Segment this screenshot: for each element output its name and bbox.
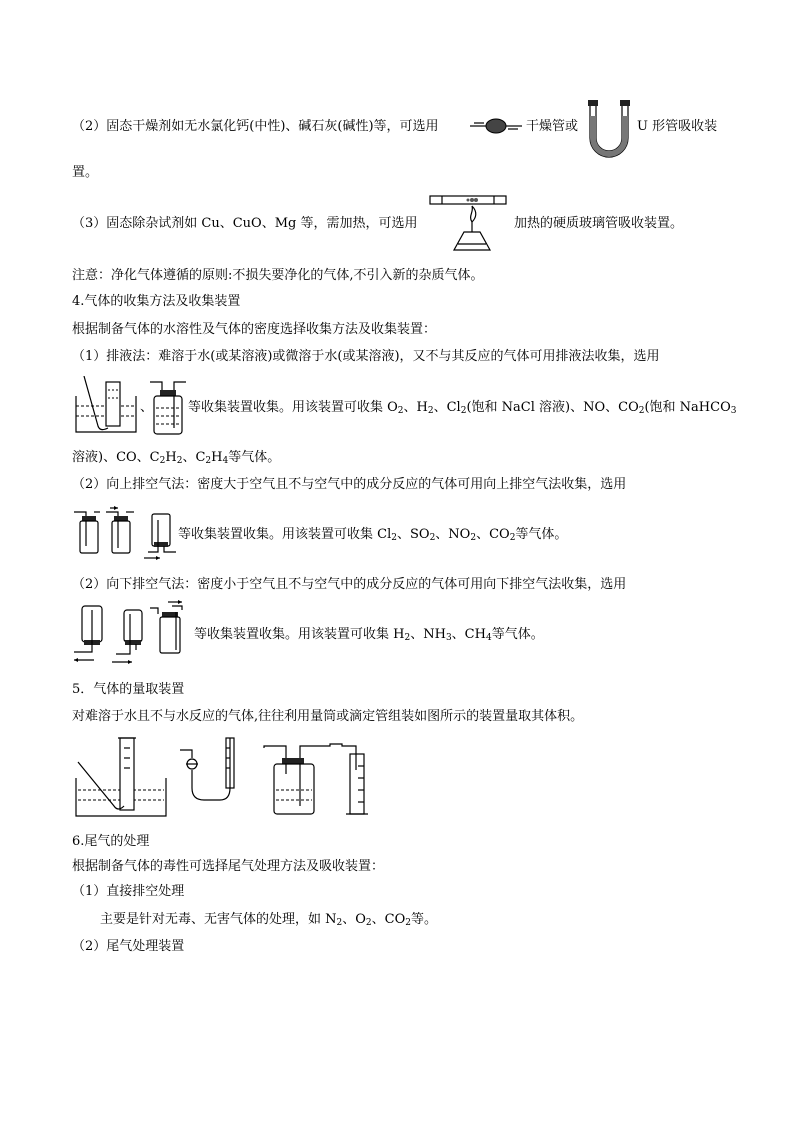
- c2-b-sub3: 2: [470, 533, 477, 543]
- s2-line-d: [72, 163, 98, 183]
- gas-measurement-figure: [74, 734, 378, 824]
- section-4-intro: [72, 320, 436, 340]
- c2-b-sub4: 2: [509, 533, 516, 543]
- section-4-heading: [72, 292, 240, 312]
- c1-c-m2: 、C: [182, 450, 206, 465]
- heated-tube-figure: [428, 192, 508, 260]
- s3-text-b: 加热的硬质玻璃管吸收装置。: [514, 216, 684, 231]
- c2-b-pre: 等收集装置收集。用该装置可收集 Cl: [178, 527, 392, 542]
- upward-air-figure: [72, 502, 178, 566]
- s2-text-d: 置。: [72, 165, 99, 180]
- c1-line-b: [188, 398, 736, 418]
- t1b-m1: 、O: [342, 912, 366, 927]
- c2-b-sub2: 2: [429, 533, 436, 543]
- c1-c-sub4: 4: [222, 456, 229, 466]
- trough-collection-figure: [74, 376, 138, 440]
- section-6-heading: [72, 832, 149, 852]
- section-5-heading: [72, 680, 184, 700]
- c2-b-sub1: 2: [391, 533, 397, 543]
- c1-b-m2: 、Cl: [433, 400, 461, 415]
- section-4-heading-text: 4.气体的收集方法及收集装置: [72, 294, 241, 309]
- s3-line-b: [514, 214, 683, 234]
- drying-tube-figure: [470, 116, 522, 140]
- section-6-heading-text: 6.尾气的处理: [72, 834, 150, 849]
- section-5-heading-text: 5．气体的量取装置: [72, 682, 185, 697]
- c1-b-sub5: 3: [730, 406, 737, 416]
- c1-b-sub2: 2: [427, 406, 434, 416]
- t1b-sub1: 2: [336, 918, 343, 928]
- downward-air-figure: [72, 600, 196, 672]
- c3-b-sub2: 3: [445, 633, 452, 643]
- c3-b-sub3: 4: [485, 633, 492, 643]
- t1b-post: 等。: [411, 912, 438, 927]
- note-line: [72, 266, 484, 286]
- c1-b-sub4: 2: [638, 406, 645, 416]
- c2-line-a: [72, 475, 626, 495]
- c2-b-m1: 、SO: [396, 527, 430, 542]
- c1-b-m3: (饱和 NaCl 溶液)、NO、CO: [466, 400, 639, 415]
- c1-c-m1: H: [165, 450, 177, 465]
- section-6-intro-text: 根据制备气体的毒性可选择尾气处理方法及吸收装置：: [72, 859, 385, 874]
- section-6-intro: [72, 857, 384, 877]
- c3-line-b: [194, 625, 544, 645]
- s2-line: [72, 117, 439, 137]
- c1-c-sub1: 2: [159, 456, 166, 466]
- c1-b-m4: (饱和 NaHCO: [644, 400, 731, 415]
- s2-text-a: （2）固态干燥剂如无水氯化钙(中性)、碱石灰(碱性)等，可选用: [72, 119, 439, 134]
- t1b-pre: 主要是针对无毒、无害气体的处理，如 N: [100, 912, 337, 927]
- c3-b-m1: 、NH: [410, 627, 446, 642]
- c1-line-c: [72, 448, 280, 468]
- c3-b-m2: 、CH: [451, 627, 486, 642]
- s2-text-c: U 形管吸收装: [637, 119, 718, 134]
- c1-c-post: 等气体。: [228, 450, 281, 465]
- c1-b-sub3: 2: [460, 406, 467, 416]
- s2-line-c: [637, 117, 717, 137]
- c1-c-sub3: 2: [205, 456, 212, 466]
- c2-b-post: 等气体。: [515, 527, 568, 542]
- tail-gas-item-2: [72, 937, 184, 957]
- c1-b-sub1: 2: [397, 406, 404, 416]
- s2-line-b: [526, 117, 578, 137]
- tail-gas-item-1: [72, 882, 184, 902]
- note-text: 注意：净化气体遵循的原则:不损失要净化的气体,不引入新的杂质气体。: [72, 268, 484, 283]
- c2-b-m3: 、CO: [476, 527, 510, 542]
- c1-c-pre: 溶液)、CO、C: [72, 450, 160, 465]
- section-4-intro-text: 根据制备气体的水溶性及气体的密度选择收集方法及收集装置：: [72, 322, 437, 337]
- c3-b-sub1: 2: [404, 633, 411, 643]
- c2-text-a: （2）向上排空气法：密度大于空气且不与空气中的成分反应的气体可用向上排空气法收集，选用: [72, 477, 627, 492]
- c1-line-a: [72, 347, 660, 367]
- c1-c-sub2: 2: [176, 456, 183, 466]
- c3-b-post: 等气体。: [491, 627, 544, 642]
- s2-text-b: 干燥管或: [526, 119, 579, 134]
- section-5-intro-text: 对难溶于水且不与水反应的气体,往往利用量筒或滴定管组装如图所示的装置量取其体积。: [72, 709, 584, 724]
- gas-bottle-collection-figure: [148, 376, 188, 442]
- c3-b-pre: 等收集装置收集。用该装置可收集 H: [194, 627, 405, 642]
- c3-line-a: [72, 575, 626, 595]
- tail-gas-item-1-text: （1）直接排空处理: [72, 884, 185, 899]
- c1-c-m3: H: [211, 450, 223, 465]
- s3-line: [72, 214, 417, 234]
- tail-gas-item-1-detail: [100, 910, 437, 930]
- t1b-sub3: 2: [405, 918, 411, 928]
- section-5-intro: [72, 707, 583, 727]
- c3-text-a: （2）向下排空气法：密度小于空气且不与空气中的成分反应的气体可用向下排空气法收集，选用: [72, 577, 627, 592]
- c2-b-m2: 、NO: [435, 527, 471, 542]
- tail-gas-item-2-text: （2）尾气处理装置: [72, 939, 185, 954]
- c1-b-pre: 等收集装置收集。用该装置可收集 O: [188, 400, 398, 415]
- c1-b-m1: 、H: [403, 400, 428, 415]
- t1b-sub2: 2: [365, 918, 372, 928]
- c2-line-b: [178, 525, 567, 545]
- s3-text-a: （3）固态除杂试剂如 Cu、CuO、Mg 等，需加热，可选用: [72, 216, 418, 231]
- u-tube-figure: [584, 98, 634, 162]
- t1b-m2: 、CO: [371, 912, 406, 927]
- c1-text-a: （1）排液法：难溶于水(或某溶液)或微溶于水(或某溶液)，又不与其反应的气体可用排液法收集，选用: [72, 349, 660, 364]
- c1-sep-text: 、: [140, 400, 154, 415]
